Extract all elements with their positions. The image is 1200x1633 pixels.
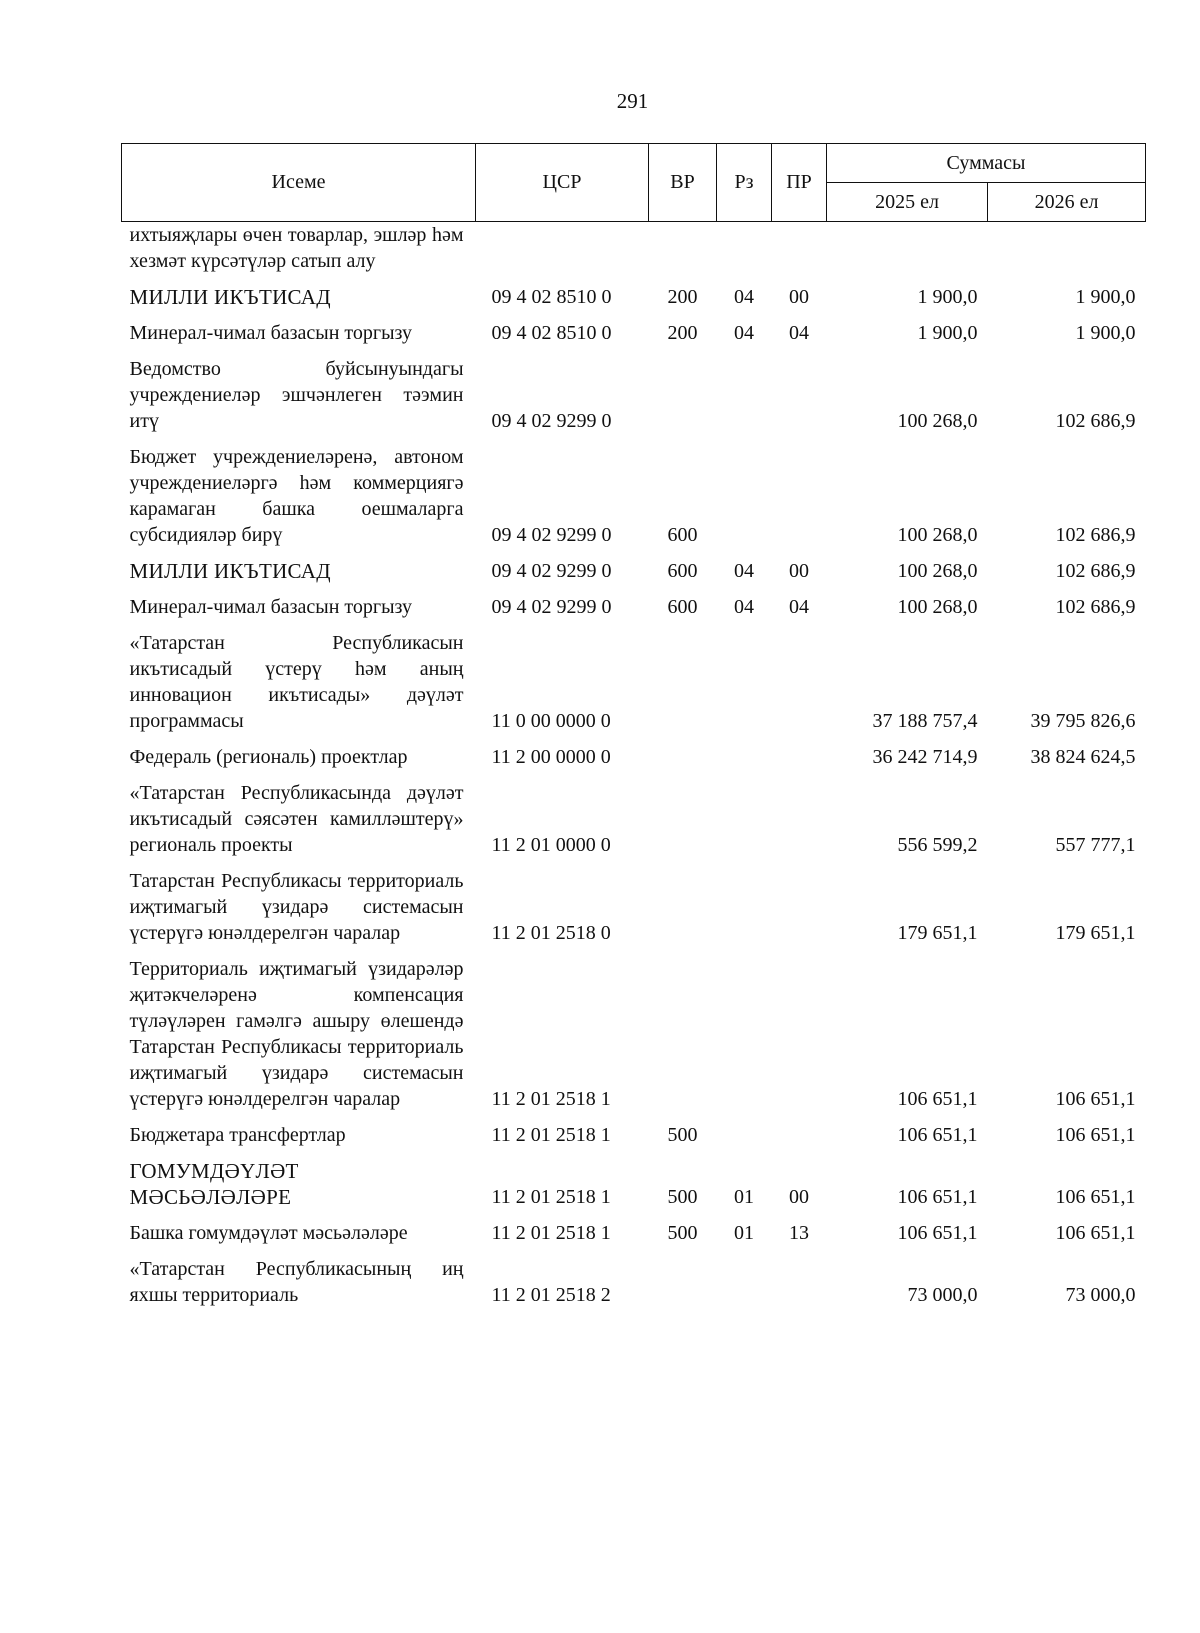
row-vr: 600 [667,560,698,582]
row-name: «Татарстан Республикасын икътисадый үстерү һәм аның инновацион икътисады» дәүләт программасы [129,632,464,732]
row-vr [649,951,717,1117]
table-row [122,439,1146,553]
row-vr: 600 [667,596,698,618]
row-sum-2026: 73 000,0 [1065,1284,1136,1306]
row-csr: 11 2 01 2518 2 [491,1284,611,1306]
row-sum-2026: 102 686,9 [1055,410,1136,432]
row-pr: 04 [789,322,809,344]
table-row [122,589,1146,625]
row-pr [772,222,827,280]
row-vr: 500 [667,1124,698,1146]
row-pr [772,439,827,553]
row-sum-2025: 556 599,2 [897,834,978,856]
table-row [122,1215,1146,1251]
row-rz: 04 [734,560,754,582]
row-sum-2025: 106 651,1 [897,1222,978,1244]
table-row [122,1251,1146,1313]
table-row [122,1153,1146,1215]
page-number: 291 [616,89,649,113]
table-row [122,775,1146,863]
header-sum: Суммасы [827,144,1146,183]
row-name: «Татарстан Республикасында дәүләт икътисадый сәясәтен камилләштерү» региональ проекты [129,782,464,856]
row-sum-2026: 39 795 826,6 [1030,710,1136,732]
row-rz [717,439,772,553]
row-csr: 11 2 01 2518 1 [491,1186,611,1208]
table-header [122,144,1146,222]
row-sum-2026: 106 651,1 [1055,1186,1136,1208]
row-pr [772,1117,827,1153]
row-sum-2025 [827,222,988,280]
row-csr: 11 2 01 2518 0 [491,922,611,944]
header-name: Исеме [122,144,476,222]
row-sum-2025: 37 188 757,4 [872,710,978,732]
row-rz [717,1251,772,1313]
row-vr [649,351,717,439]
row-sum-2025: 1 900,0 [917,286,978,308]
row-rz [717,739,772,775]
row-rz: 01 [734,1186,754,1208]
row-name: МИЛЛИ ИКЪТИСАД [129,285,331,309]
row-sum-2025: 179 651,1 [897,922,978,944]
row-vr: 500 [667,1222,698,1244]
row-pr: 13 [789,1222,809,1244]
header-year-2026: 2026 ел [988,183,1146,222]
row-csr: 11 2 01 2518 1 [491,1124,611,1146]
row-sum-2025: 106 651,1 [897,1088,978,1110]
table-row [122,553,1146,589]
row-rz [717,863,772,951]
row-sum-2026: 1 900,0 [1075,322,1136,344]
row-name: ихтыяҗлары өчен товарлар, эшләр һәм хезмәт күрсәтүләр сатып алу [129,224,464,272]
row-vr [649,739,717,775]
row-vr [649,1251,717,1313]
table-row [122,351,1146,439]
row-sum-2025: 100 268,0 [897,596,978,618]
row-sum-2025: 100 268,0 [897,560,978,582]
row-vr: 200 [667,286,698,308]
row-pr [772,625,827,739]
table-row [122,279,1146,315]
header-year-2025: 2025 ел [827,183,988,222]
row-rz: 04 [734,596,754,618]
header-csr: ЦСР [476,144,649,222]
row-vr [649,775,717,863]
row-sum-2026 [988,222,1146,280]
row-pr [772,351,827,439]
table-row [122,315,1146,351]
row-vr: 200 [667,322,698,344]
row-sum-2025: 100 268,0 [897,524,978,546]
row-rz [717,222,772,280]
row-pr [772,951,827,1117]
row-name: МИЛЛИ ИКЪТИСАД [129,559,331,583]
row-sum-2026: 106 651,1 [1055,1088,1136,1110]
header-pr: ПР [772,144,827,222]
row-csr: 11 2 01 2518 1 [491,1222,611,1244]
row-rz [717,351,772,439]
row-name: Территориаль иҗтимагый үзидарәләр җитәкчеләренә компенсация түләүләрен гамәлгә ашыру өлешендә Татарстан Республикасы территориаль иҗтимагый үзидарә системасын үстерүгә юнәлдерелгән чаралар [129,958,464,1110]
row-pr: 00 [789,560,809,582]
row-csr: 09 4 02 8510 0 [491,286,612,308]
table-row [122,739,1146,775]
row-name: Башка гомумдәүләт мәсьәләләре [129,1222,408,1244]
row-sum-2025: 100 268,0 [897,410,978,432]
row-rz: 04 [734,322,754,344]
row-vr: 600 [667,524,698,546]
row-csr: 09 4 02 9299 0 [491,524,612,546]
budget-table [121,143,1146,1313]
row-sum-2025: 1 900,0 [917,322,978,344]
row-rz [717,775,772,863]
row-csr: 09 4 02 8510 0 [491,322,612,344]
row-sum-2025: 106 651,1 [897,1186,978,1208]
row-pr [772,1251,827,1313]
row-pr: 00 [789,286,809,308]
row-sum-2026: 102 686,9 [1055,524,1136,546]
table-row [122,1117,1146,1153]
row-sum-2026: 102 686,9 [1055,596,1136,618]
row-rz [717,625,772,739]
row-csr: 11 2 01 0000 0 [491,834,611,856]
row-pr [772,775,827,863]
row-csr: 11 2 01 2518 1 [491,1088,611,1110]
row-sum-2025: 106 651,1 [897,1124,978,1146]
row-vr [649,222,717,280]
row-sum-2025: 73 000,0 [907,1284,978,1306]
row-name: Ведомство буйсынуындагы учреждениеләр эшчәнлеген тәэмин итү [129,358,464,432]
row-name: Федераль (региональ) проектлар [129,746,408,768]
row-sum-2026: 102 686,9 [1055,560,1136,582]
row-name: Минерал-чимал базасын торгызу [129,322,413,344]
table-body [122,222,1146,1314]
row-name: Бюджет учреждениеләренә, автоном учреждениеләргә һәм коммерциягә карамаган башка оешмаларга субсидияләр бирү [129,446,464,546]
header-rz: Рз [717,144,772,222]
row-sum-2026: 1 900,0 [1075,286,1136,308]
table-row [122,951,1146,1117]
table-row [122,863,1146,951]
row-csr: 11 0 00 0000 0 [491,710,611,732]
row-csr: 09 4 02 9299 0 [491,410,612,432]
row-name: «Татарстан Республикасының иң яхшы территориаль [129,1258,464,1306]
row-pr: 04 [789,596,809,618]
row-name: Бюджетара трансфертлар [129,1124,346,1146]
row-sum-2026: 557 777,1 [1055,834,1136,856]
row-name: Татарстан Республикасы территориаль иҗтимагый үзидарә системасын үстерүгә юнәлдерелгән чаралар [129,870,464,944]
row-sum-2026: 106 651,1 [1055,1222,1136,1244]
row-sum-2026: 106 651,1 [1055,1124,1136,1146]
row-csr: 11 2 00 0000 0 [491,746,611,768]
row-rz [717,1117,772,1153]
row-rz [717,951,772,1117]
row-pr: 00 [789,1186,809,1208]
row-rz: 04 [734,286,754,308]
row-vr [649,863,717,951]
row-sum-2025: 36 242 714,9 [872,746,978,768]
row-rz: 01 [734,1222,754,1244]
row-csr: 09 4 02 9299 0 [491,560,612,582]
row-sum-2026: 38 824 624,5 [1030,746,1136,768]
row-name: Минерал-чимал базасын торгызу [129,596,413,618]
row-pr [772,863,827,951]
table-row [122,625,1146,739]
row-csr: 09 4 02 9299 0 [491,596,612,618]
header-vr: ВР [649,144,717,222]
row-csr [476,222,649,280]
row-vr: 500 [667,1186,698,1208]
row-sum-2026: 179 651,1 [1055,922,1136,944]
row-vr [649,625,717,739]
row-name: ГОМУМДӘҮЛӘТ МӘСЬӘЛӘЛӘРЕ [129,1159,299,1209]
table-row [122,222,1146,280]
row-pr [772,739,827,775]
